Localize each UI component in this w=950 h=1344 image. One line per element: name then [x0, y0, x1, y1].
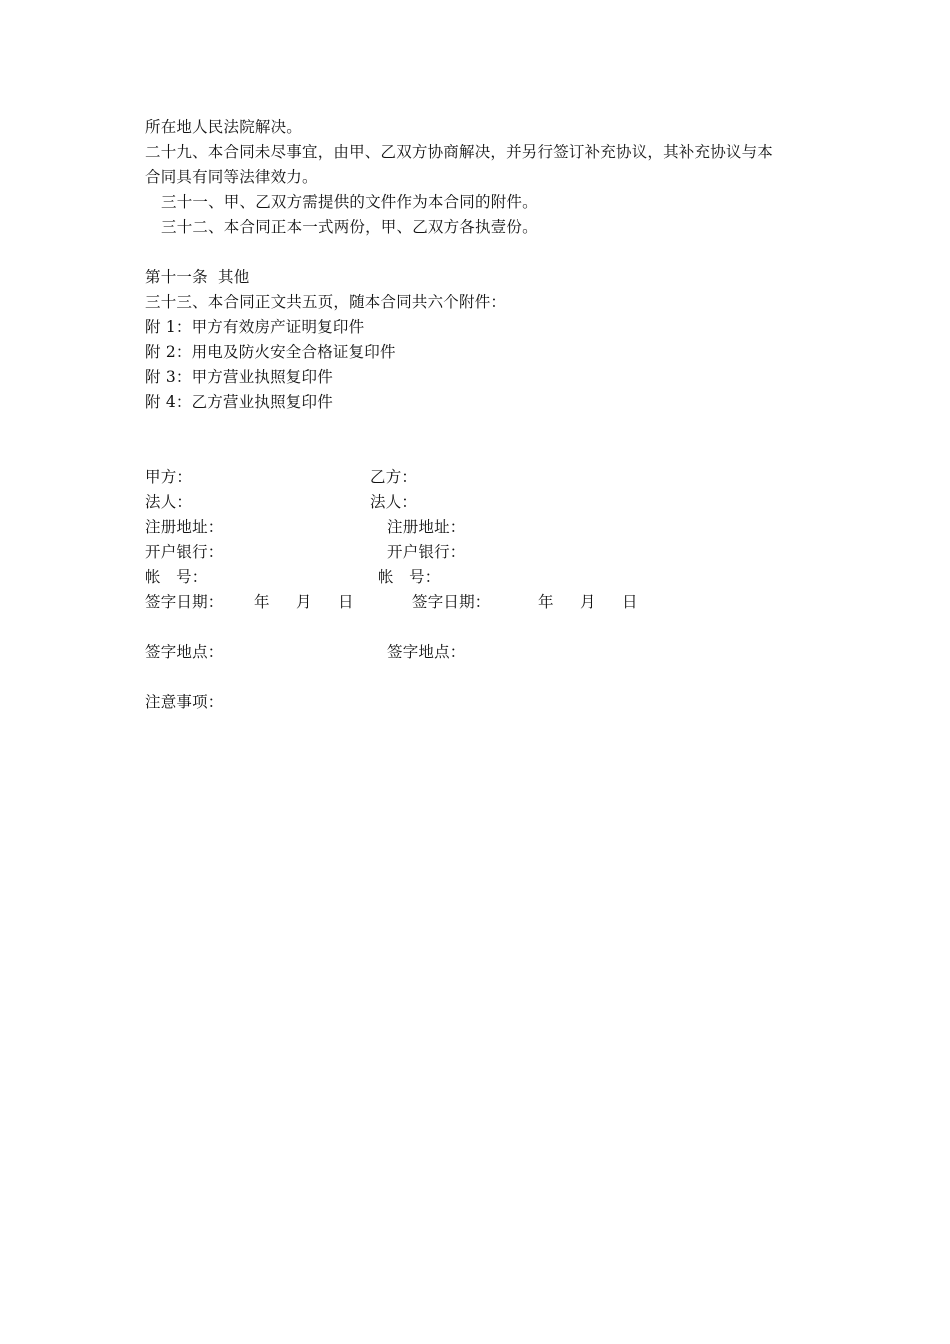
party-b-label: 乙方：: [370, 468, 418, 486]
sign-date-b-day: 日: [622, 593, 638, 611]
bank-a-label: 开户银行：: [145, 543, 224, 561]
sign-place-a-label: 签字地点：: [145, 643, 224, 661]
sign-date-b-year: 年: [538, 593, 554, 611]
paragraph-court: 所在地人民法院解决。: [145, 118, 303, 136]
sign-date-a-label: 签字日期：: [145, 593, 224, 611]
sign-date-a-month: 月: [296, 593, 312, 611]
notes-label: 注意事项：: [145, 693, 224, 711]
paragraph-clause-32: 三十二、本合同正本一式两份，甲、乙双方各执壹份。: [161, 218, 538, 236]
sign-date-a-year: 年: [254, 593, 270, 611]
bank-b-label: 开户银行：: [387, 543, 466, 561]
sign-date-b-label: 签字日期：: [412, 593, 491, 611]
paragraph-clause-31: 三十一、甲、乙双方需提供的文件作为本合同的附件。: [161, 193, 538, 211]
attachment-item: 附 2：用电及防火安全合格证复印件: [145, 343, 396, 361]
legal-rep-a-label: 法人：: [145, 493, 193, 511]
sign-date-b-month: 月: [580, 593, 596, 611]
party-a-label: 甲方：: [145, 468, 193, 486]
account-b-label: 帐 号：: [378, 568, 441, 586]
attachment-item: 附 1：甲方有效房产证明复印件: [145, 318, 365, 336]
account-a-label: 帐 号：: [145, 568, 208, 586]
registered-address-b-label: 注册地址：: [387, 518, 466, 536]
sign-date-a-day: 日: [338, 593, 354, 611]
attachment-item: 附 3：甲方营业执照复印件: [145, 368, 333, 386]
registered-address-a-label: 注册地址：: [145, 518, 224, 536]
legal-rep-b-label: 法人：: [370, 493, 418, 511]
attachment-item: 附 4：乙方营业执照复印件: [145, 393, 333, 411]
paragraph-clause-29-cont: 合同具有同等法律效力。: [145, 168, 318, 186]
section-intro: 三十三、本合同正文共五页，随本合同共六个附件：: [145, 293, 507, 311]
sign-place-b-label: 签字地点：: [387, 643, 466, 661]
section-heading: 第十一条 其他: [145, 268, 250, 286]
paragraph-clause-29: 二十九、本合同未尽事宜，由甲、乙双方协商解决，并另行签订补充协议，其补充协议与本: [145, 143, 774, 161]
